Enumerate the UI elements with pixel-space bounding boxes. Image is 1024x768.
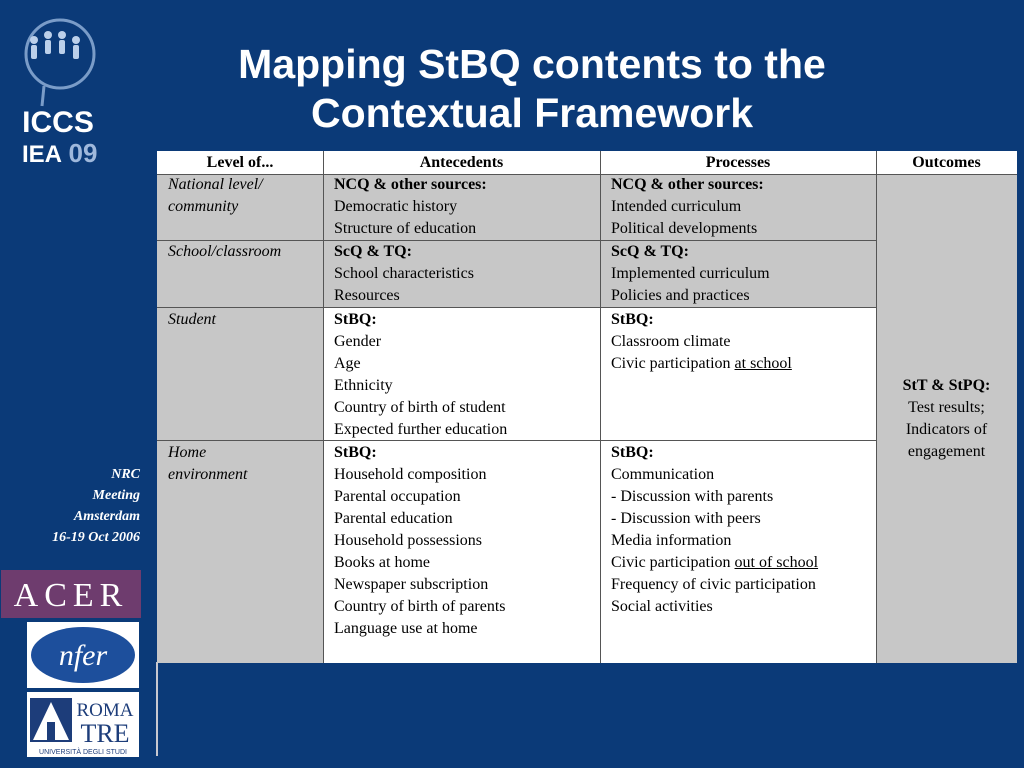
year-logo-text: 09 [68,138,98,168]
outcomes-item: Indicators of [905,421,988,438]
cell-item: Gender [334,333,382,350]
cell-item: - Discussion with parents [611,488,774,505]
level-label: National level/ [168,176,263,193]
cell-item-text: Civic participation [611,554,735,571]
header-level: Level of... [206,154,274,171]
level-label: Student [168,311,216,328]
cell-item: Household composition [334,466,487,483]
cell-item: Parental education [334,510,453,527]
cell-item-underlined: at school [734,355,792,372]
level-label: School/classroom [168,243,282,260]
iea-logo-text: IEA [21,141,63,168]
header-processes: Processes [705,154,771,171]
cell-heading: NCQ & other sources: [334,176,487,193]
row-national-antecedents [334,174,594,240]
level-label: community [168,198,239,215]
row-home-level [168,442,318,486]
row-school-processes [611,241,871,307]
iccs-logo [8,10,108,170]
cell-item: Structure of education [334,220,477,237]
outcomes-item: engagement [907,443,986,460]
cell-heading: StBQ: [611,311,654,328]
cell-item: Expected further education [334,421,508,438]
cell-item: Parental occupation [334,488,461,505]
row-student-level [168,309,318,331]
row-national-level [168,174,318,218]
univ-logo-text: UNIVERSITÀ DEGLI STUDI [39,749,127,756]
roma-logo-text: ROMA [76,700,134,721]
cell-item [611,353,871,375]
framework-table [157,151,1017,663]
row-home-processes [611,442,871,618]
cell-item: Policies and practices [611,287,750,304]
cell-item: School characteristics [334,265,474,282]
level-label: Home [168,444,207,461]
level-label: environment [168,466,248,483]
iccs-logo-text: ICCS [22,106,94,139]
cell-item: Intended curriculum [611,198,742,215]
cell-item [611,552,871,574]
outcomes-heading: StT & StPQ: [902,377,991,394]
row-student-processes [611,309,871,375]
cell-item: Democratic history [334,198,458,215]
grid-line [323,151,324,663]
grid-line [600,151,601,663]
tre-logo-text: TRE [80,719,130,748]
roma-tre-logo [27,692,139,757]
meeting-line-3: Amsterdam [73,509,140,524]
cell-item: Age [334,355,361,372]
title-line-2: Contextual Framework [311,90,753,136]
cell-item: Political developments [611,220,758,237]
cell-heading: NCQ & other sources: [611,176,764,193]
cell-heading: StBQ: [611,444,654,461]
row-school-antecedents [334,241,594,307]
cell-heading: StBQ: [334,311,377,328]
cell-item: Ethnicity [334,377,393,394]
divider [156,662,158,756]
cell-item: Household possessions [334,532,483,549]
cell-item-text: Civic participation [611,355,735,372]
title-line-1: Mapping StBQ contents to the [238,41,826,87]
cell-item: Resources [334,287,400,304]
header-antecedents: Antecedents [419,154,504,171]
row-home-antecedents [334,442,594,640]
row-student-antecedents [334,309,594,441]
outcomes-cell [876,375,1017,463]
meeting-info [10,464,140,548]
cell-item: Media information [611,532,732,549]
acer-logo-text: ACER [13,577,129,614]
cell-item: Social activities [611,598,713,615]
cell-item: Country of birth of parents [334,598,506,615]
row-school-level [168,241,318,263]
cell-heading: ScQ & TQ: [611,243,689,260]
cell-item: Language use at home [334,620,478,637]
cell-item: Country of birth of student [334,399,506,416]
cell-item: - Discussion with peers [611,510,761,527]
cell-item: Implemented curriculum [611,265,770,282]
cell-item-underlined: out of school [734,554,819,571]
grid-line [157,307,876,308]
outcomes-item: Test results; [908,399,985,416]
cell-item: Communication [611,466,715,483]
cell-item: Books at home [334,554,430,571]
cell-heading: StBQ: [334,444,377,461]
nfer-logo [27,622,139,688]
meeting-line-2: Meeting [92,488,140,503]
nfer-logo-text: nfer [58,639,108,672]
cell-item: Frequency of civic participation [611,576,816,593]
header-outcomes: Outcomes [912,154,981,171]
row-national-processes [611,174,871,240]
page-title [150,40,914,138]
meeting-line-1: NRC [111,467,140,482]
cell-item: Newspaper subscription [334,576,489,593]
cell-heading: ScQ & TQ: [334,243,412,260]
cell-item: Classroom climate [611,333,731,350]
acer-logo [1,570,141,618]
meeting-line-4: 16-19 Oct 2006 [52,530,140,545]
